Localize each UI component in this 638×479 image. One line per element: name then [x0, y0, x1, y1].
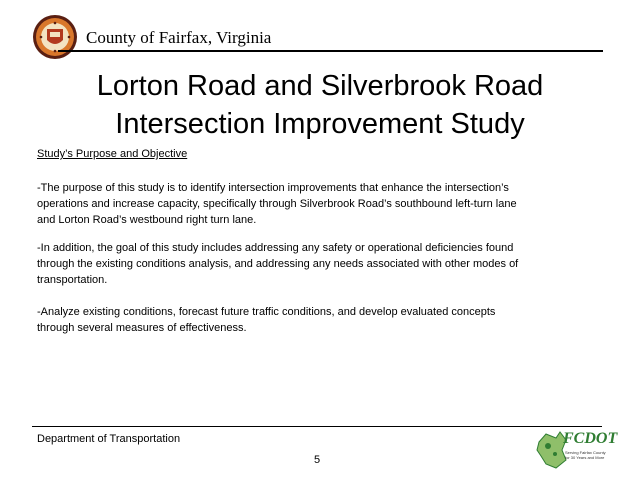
fcdot-tagline-2: for 30 Years and More: [565, 455, 605, 460]
county-seal-icon: [32, 14, 78, 60]
title-line-1: Lorton Road and Silverbrook Road: [96, 70, 544, 102]
fcdot-tagline-1: Serving Fairfax County: [565, 450, 606, 455]
title-line-2: Intersection Improvement Study: [115, 108, 525, 140]
paragraph-purpose: [37, 180, 597, 228]
paragraph-line: -The purpose of this study is to identify intersection improvements that enhance the intersection’s: [37, 182, 509, 194]
fcdot-tagline: [565, 450, 606, 460]
header-divider: [58, 50, 603, 52]
fcdot-logo-text: FCDOT: [563, 430, 618, 447]
paragraph-line: transportation.: [37, 274, 108, 286]
paragraph-goal: [37, 240, 597, 288]
county-name: County of Fairfax, Virginia: [86, 28, 272, 47]
paragraph-analyze: [37, 304, 597, 336]
paragraph-line: -Analyze existing conditions, forecast future traffic conditions, and develop evaluated concepts: [37, 306, 496, 318]
paragraph-line: and Lorton Road’s westbound right turn lane.: [37, 214, 257, 226]
department-label: Department of Transportation: [37, 433, 181, 445]
footer-divider: [32, 426, 602, 427]
paragraph-line: through several measures of effectiveness.: [37, 322, 247, 334]
page-title: [40, 67, 600, 143]
paragraph-line: through the existing conditions analysis, and addressing any needs associated with other modes of: [37, 258, 519, 270]
section-heading: Study’s Purpose and Objective: [37, 148, 188, 160]
page-number: 5: [314, 454, 321, 466]
paragraph-line: -In addition, the goal of this study includes addressing any safety or operational deficiencies found: [37, 242, 514, 254]
paragraph-line: operations and increase capacity, specifically through Silverbrook Road’s southbound left-turn lane: [37, 198, 517, 210]
